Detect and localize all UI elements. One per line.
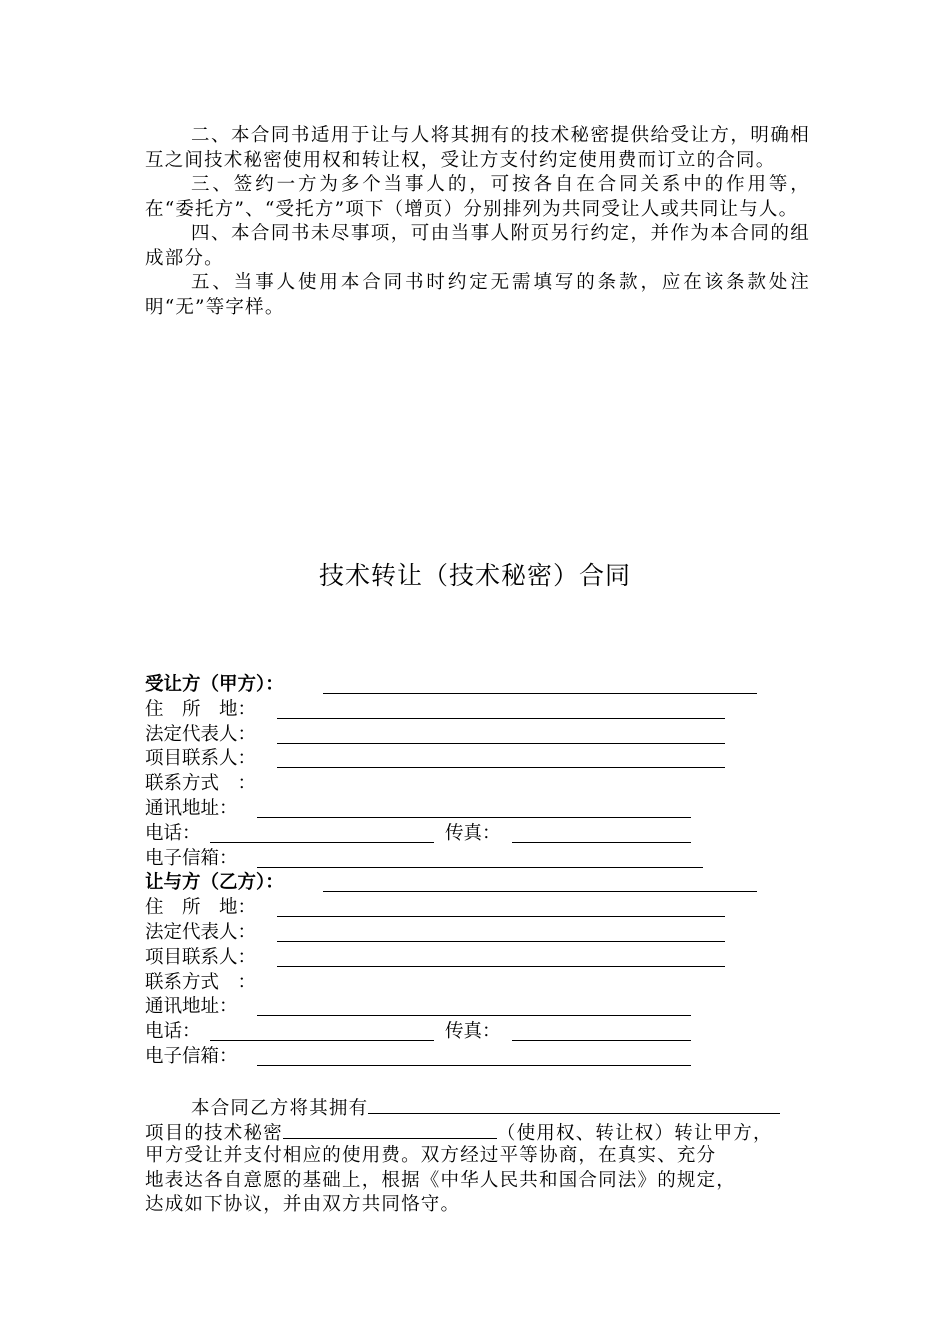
owned-project-field[interactable] xyxy=(368,1095,780,1114)
party-a-contact-person-label: 项目联系人： xyxy=(145,748,257,770)
party-b-phone-row xyxy=(145,1020,785,1045)
preamble-line xyxy=(145,1095,817,1120)
party-a-contact-method-row xyxy=(145,772,785,797)
party-b-phone-label: 电话： xyxy=(145,1021,201,1043)
party-a-address-row xyxy=(145,698,785,723)
party-b-legal-rep-label: 法定代表人： xyxy=(145,921,257,943)
party-b-mail-address-row xyxy=(145,995,785,1020)
note-item: 三、签约一方为多个当事人的，可按各自在合同关系中的作用等，在“委托方”、“受托方”项下（增页）分别排列为共同受让人或共同让与人。 xyxy=(145,174,810,220)
party-a-email-row xyxy=(145,847,785,872)
party-a-address-field[interactable] xyxy=(277,718,725,719)
party-b-email-field[interactable] xyxy=(257,1065,691,1066)
preamble-line: 甲方受让并支付相应的使用费。双方经过平等协商，在真实、充分 xyxy=(145,1145,717,1166)
party-a-email-label: 电子信箱： xyxy=(145,847,238,869)
party-a-heading-row xyxy=(145,673,785,698)
party-a-phone-field[interactable] xyxy=(210,842,434,843)
party-b-fax-field[interactable] xyxy=(512,1040,691,1041)
party-a-fax-field[interactable] xyxy=(512,842,691,843)
contract-title: 技术转让（技术秘密）合同 xyxy=(318,561,631,590)
preamble-line xyxy=(145,1120,817,1145)
party-b-address-field[interactable] xyxy=(277,916,725,917)
party-b-address-row xyxy=(145,896,785,921)
party-b-legal-rep-row xyxy=(145,921,785,946)
party-b-contact-person-row xyxy=(145,946,785,971)
party-b-contact-method-row xyxy=(145,971,785,996)
party-b-heading: 让与方（乙方）： xyxy=(145,872,284,894)
party-a-contact-method-label: 联系方式 ： xyxy=(145,773,257,795)
party-a-mail-address-row xyxy=(145,797,785,822)
party-a-contact-person-row xyxy=(145,747,785,772)
party-b-legal-rep-field[interactable] xyxy=(277,941,725,942)
note-item: 二、本合同书适用于让与人将其拥有的技术秘密提供给受让方，明确相互之间技术秘密使用权和转让权，受让方支付约定使用费而订立的合同。 xyxy=(145,125,810,171)
party-a-mail-address-field[interactable] xyxy=(257,817,691,818)
party-a-mail-address-label: 通讯地址： xyxy=(145,797,238,819)
party-b-address-label: 住 所 地： xyxy=(145,897,257,919)
instructions-notes xyxy=(145,124,810,320)
preamble-text: 本合同乙方将其拥有 xyxy=(191,1098,369,1119)
party-b-heading-row xyxy=(145,871,785,896)
party-a-address-label: 住 所 地： xyxy=(145,698,257,720)
party-b-email-label: 电子信箱： xyxy=(145,1045,238,1067)
note-item: 五、当事人使用本合同书时约定无需填写的条款，应在该条款处注明“无”等字样。 xyxy=(145,272,810,318)
parties-section xyxy=(145,673,785,1070)
preamble-line: 达成如下协议，并由双方共同恪守。 xyxy=(145,1194,461,1215)
party-b-contact-person-field[interactable] xyxy=(277,966,725,967)
party-b-fax-label: 传真： xyxy=(445,1021,501,1043)
party-a-heading: 受让方（甲方）： xyxy=(145,674,284,695)
technical-secret-field[interactable] xyxy=(283,1120,497,1139)
party-b-contact-person-label: 项目联系人： xyxy=(145,946,257,968)
party-a-fax-label: 传真： xyxy=(445,822,501,844)
preamble-text: 项目的技术秘密 xyxy=(145,1122,283,1144)
party-b-name-field[interactable] xyxy=(323,891,757,892)
party-a-email-field[interactable] xyxy=(257,867,703,868)
party-b-contact-method-label: 联系方式 ： xyxy=(145,971,257,993)
party-a-phone-row xyxy=(145,822,785,847)
party-b-mail-address-label: 通讯地址： xyxy=(145,996,238,1018)
party-b-mail-address-field[interactable] xyxy=(257,1015,691,1016)
party-b-phone-field[interactable] xyxy=(210,1040,434,1041)
preamble-text: （使用权、转让权）转让甲方， xyxy=(496,1122,773,1144)
party-a-legal-rep-label: 法定代表人： xyxy=(145,723,257,745)
preamble-line: 地表达各自意愿的基础上，根据《中华人民共和国合同法》的规定， xyxy=(145,1169,737,1191)
note-item: 四、本合同书未尽事项，可由当事人附页另行约定，并作为本合同的组成部分。 xyxy=(145,223,810,269)
party-a-contact-person-field[interactable] xyxy=(277,767,725,768)
contract-preamble xyxy=(145,1095,817,1218)
party-b-email-row xyxy=(145,1045,785,1070)
party-a-phone-label: 电话： xyxy=(145,822,201,844)
party-a-name-field[interactable] xyxy=(323,693,757,694)
party-a-legal-rep-field[interactable] xyxy=(277,743,725,744)
party-a-legal-rep-row xyxy=(145,723,785,748)
